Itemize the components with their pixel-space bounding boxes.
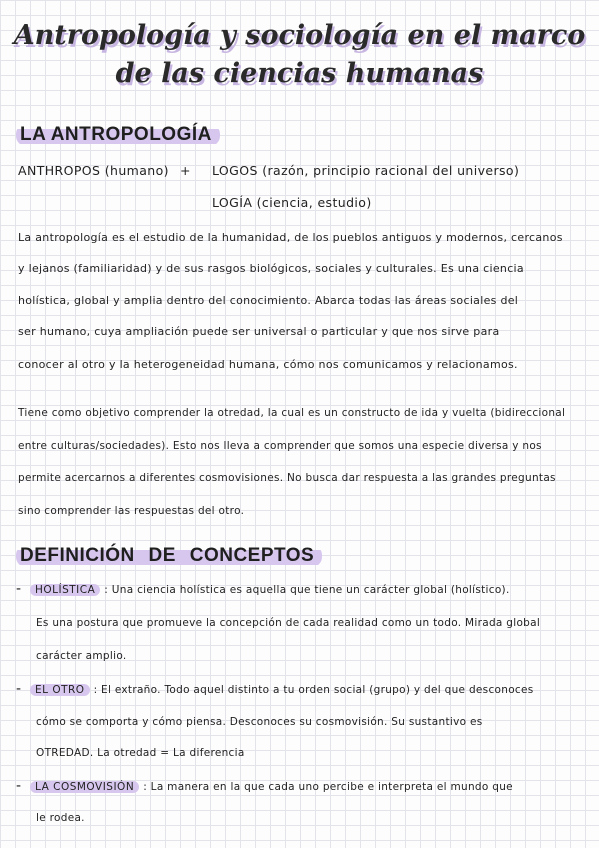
paragraph-1-line: La antropología es el estudio de la humanidad, de los pueblos antiguos y modernos, cercanos — [18, 231, 563, 244]
definition-line: cómo se comporta y cómo piensa. Desconoces su cosmovisión. Su sustantivo es — [36, 716, 483, 728]
etymology-plus: + — [180, 163, 191, 178]
definition-text: : Una ciencia holística es aquella que tiene un carácter global (holístico). — [104, 584, 510, 596]
paragraph-1-line: conocer al otro y la heterogeneidad humana, cómo nos comunicamos y relacionamos. — [18, 358, 518, 371]
section-heading-antropologia: LA ANTROPOLOGÍA — [16, 124, 220, 146]
list-bullet-dash: - — [16, 581, 22, 597]
etymology-logos: LOGOS (razón, principio racional del universo) — [212, 163, 520, 178]
page-title-line-2: de las ciencias humanas — [115, 58, 484, 89]
definition-text: : El extraño. Todo aquel distinto a tu orden social (grupo) y del que desconoces — [93, 684, 534, 696]
section-heading-definicion-conceptos: DEFINICIÓN DE CONCEPTOS — [16, 545, 322, 567]
definition-text: : La manera en la que cada uno percibe e interpreta el mundo que — [143, 781, 513, 793]
term-holistica: HOLÍSTICA — [30, 584, 100, 596]
paragraph-1-line: ser humano, cuya ampliación puede ser universal o particular y que nos sirve para — [18, 325, 500, 338]
definition-line: le rodea. — [36, 812, 85, 824]
definition-cosmovision — [30, 781, 513, 793]
paragraph-2-line: sino comprender las respuestas del otro. — [18, 505, 245, 517]
definition-line: Es una postura que promueve la concepción de cada realidad como un todo. Mirada global — [36, 617, 541, 629]
paragraph-1-line: y lejanos (familiaridad) y de sus rasgos biológicos, sociales y culturales. Es una ciencia — [18, 262, 524, 275]
paragraph-2-line: Tiene como objetivo comprender la otredad, la cual es un constructo de ida y vuelta (bidireccional — [18, 407, 566, 419]
etymology-logia: LOGÍA (ciencia, estudio) — [212, 195, 372, 210]
etymology-anthropos: ANTHROPOS (humano) — [18, 163, 169, 178]
paragraph-1-line: holística, global y amplia dentro del conocimiento. Abarca todas las áreas sociales del — [18, 294, 519, 307]
paragraph-2-line: entre culturas/sociedades). Esto nos lleva a comprender que somos una especie diversa y nos — [18, 440, 542, 452]
list-bullet-dash: - — [16, 778, 22, 794]
term-cosmovision: LA COSMOVISIÓN — [30, 781, 139, 793]
term-el-otro: EL OTRO — [30, 684, 90, 696]
definition-line: OTREDAD. La otredad = La diferencia — [36, 747, 245, 759]
definition-holistica — [30, 584, 510, 596]
paragraph-2-line: permite acercarnos a diferentes cosmovisiones. No busca dar respuesta a las grandes preguntas — [18, 472, 556, 484]
definition-el-otro — [30, 684, 534, 696]
definition-line: carácter amplio. — [36, 650, 127, 662]
list-bullet-dash: - — [16, 681, 22, 697]
page-title-line-1: Antropología y sociología en el marco — [13, 20, 586, 51]
